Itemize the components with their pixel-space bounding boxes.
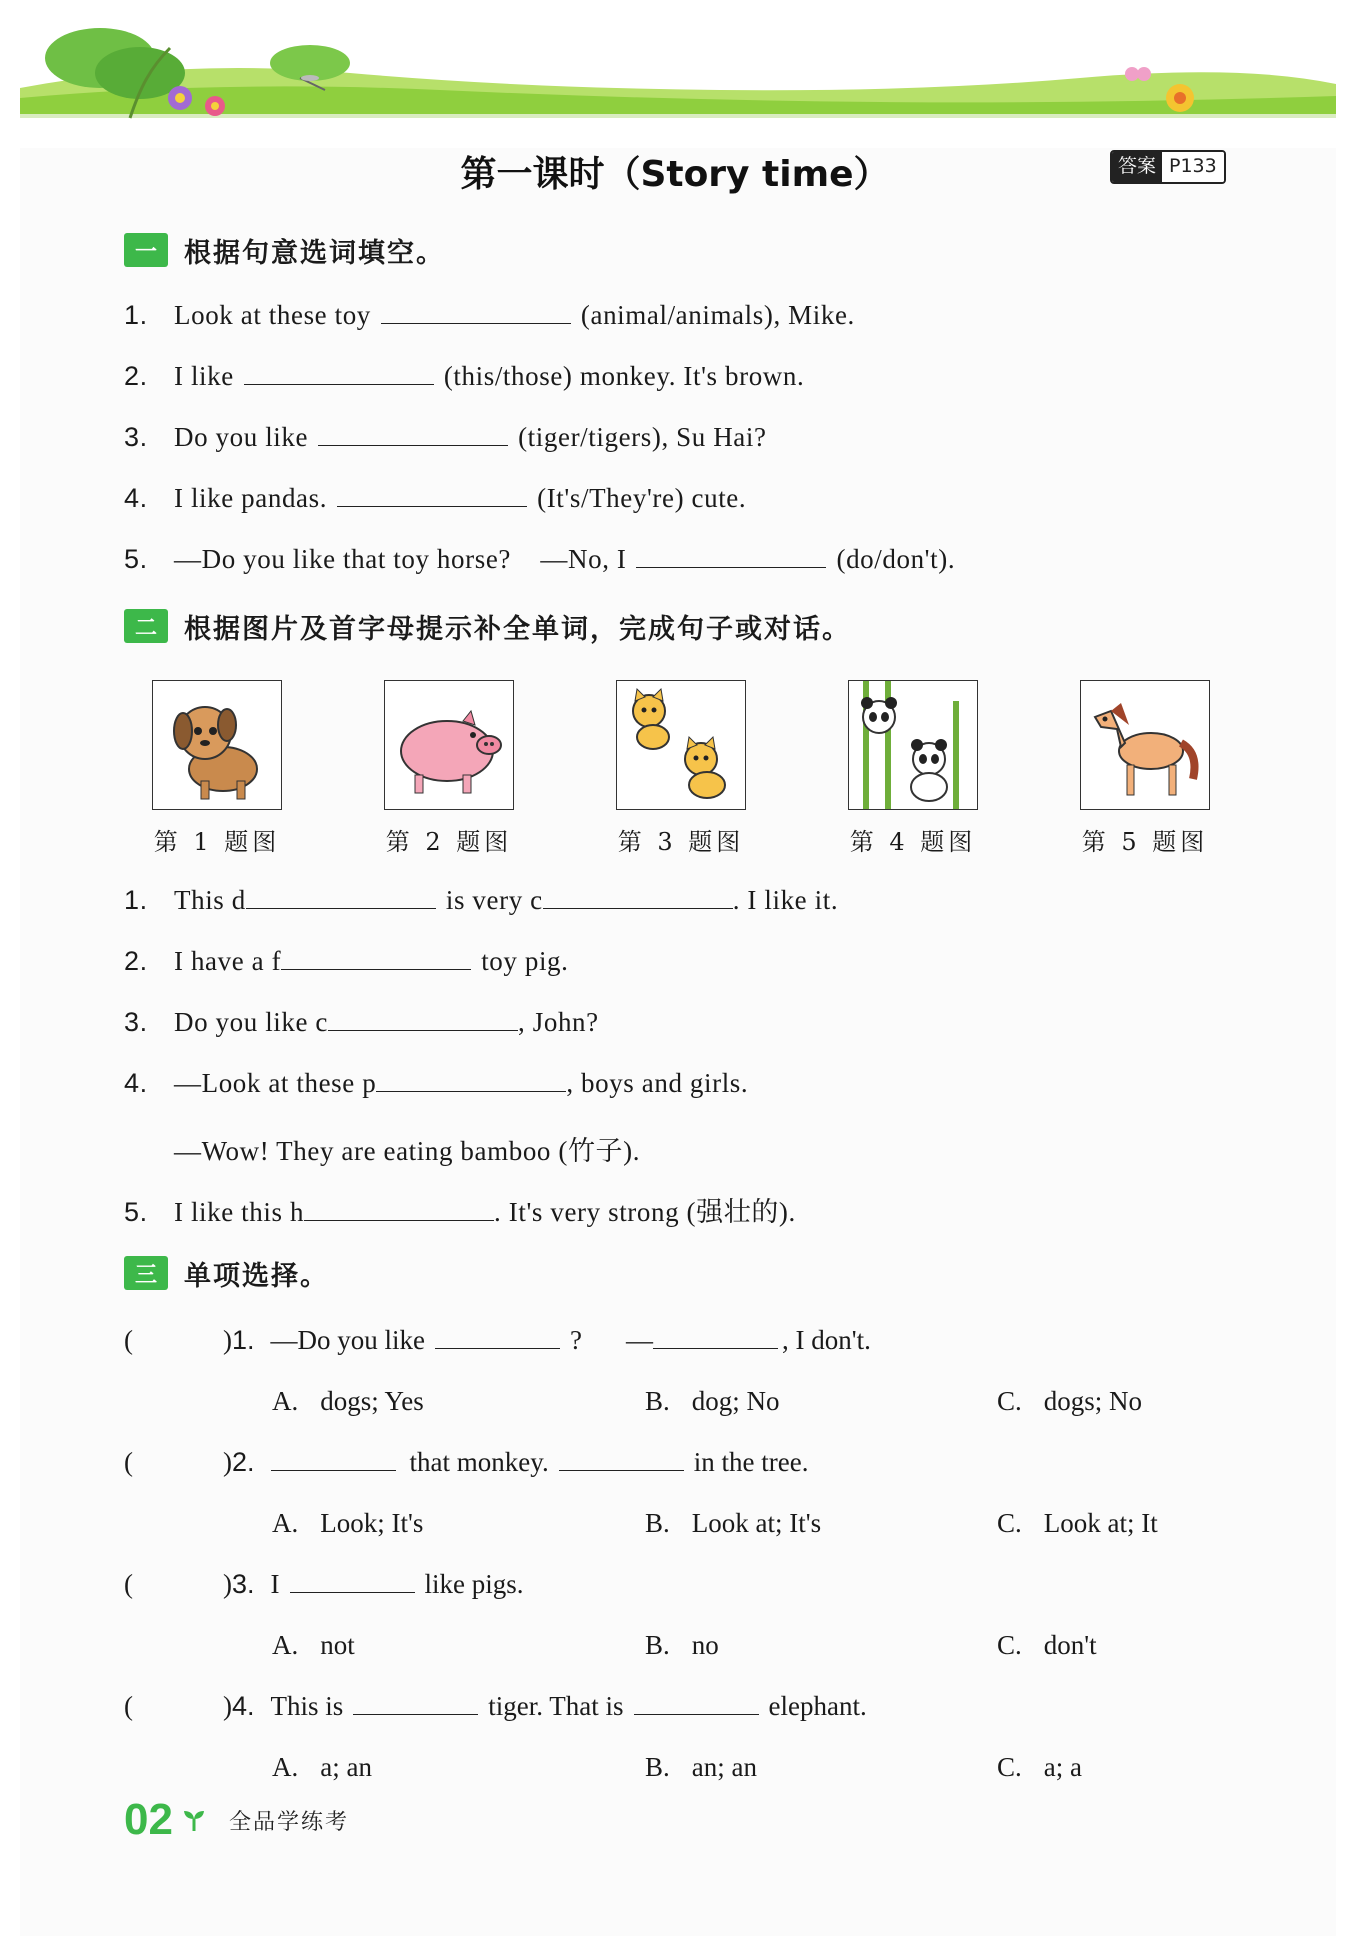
question-number: 2.: [232, 1447, 255, 1477]
question-text: —Wow! They are eating bamboo (竹子).: [174, 1136, 641, 1166]
question-number: 5.: [124, 1197, 148, 1227]
answer-blank[interactable]: [353, 1692, 478, 1715]
question-text: (It's/They're) cute.: [537, 483, 747, 513]
section-3-header: [124, 1253, 329, 1293]
s1-question-1: [124, 300, 855, 331]
question-text: (tiger/tigers), Su Hai?: [518, 422, 767, 452]
question-number: 3.: [124, 1007, 148, 1037]
picture-row: [0, 680, 1350, 870]
grass-banner-illustration: [20, 18, 1336, 148]
answer-blank[interactable]: [435, 1326, 560, 1349]
question-text: I like this h: [174, 1197, 305, 1227]
answer-blank[interactable]: [381, 301, 571, 324]
s1-question-3: [124, 422, 767, 453]
question-number: 2.: [124, 946, 148, 976]
s2-question-2: [124, 946, 569, 977]
mc-2-option-a[interactable]: A. Look; It's: [272, 1508, 424, 1538]
question-number: 1.: [232, 1325, 255, 1355]
dog-picture: [152, 680, 282, 810]
question-text: I have a f: [174, 946, 282, 976]
question-text: , I don't.: [782, 1325, 871, 1355]
question-text: I like: [174, 361, 234, 391]
picture-4: [848, 680, 978, 857]
picture-caption: 第 1 题图: [153, 828, 281, 856]
page-number: 02: [124, 1795, 173, 1844]
answer-blank[interactable]: [376, 1069, 566, 1092]
section-badge: 二: [124, 609, 168, 643]
section-title: 根据图片及首字母提示补全单词，完成句子或对话。: [184, 613, 851, 645]
pandas-picture: [848, 680, 978, 810]
picture-caption: 第 5 题图: [1081, 828, 1209, 856]
question-number: 3.: [124, 422, 148, 452]
question-text: Do you like c: [174, 1007, 329, 1037]
mc-1-option-a[interactable]: A. dogs; Yes: [272, 1386, 424, 1416]
picture-caption: 第 4 题图: [849, 828, 977, 856]
question-text: that monkey.: [409, 1447, 549, 1477]
answer-blank[interactable]: [337, 484, 527, 507]
answer-blank[interactable]: [281, 947, 471, 970]
question-number: 5.: [124, 544, 148, 574]
s2-question-4-reply: [124, 1129, 640, 1168]
answer-paren-close: ): [223, 1325, 232, 1355]
mc-3-option-b[interactable]: B. no: [645, 1630, 719, 1660]
s2-question-1: [124, 885, 838, 916]
picture-caption: 第 2 题图: [385, 828, 513, 856]
answer-blank[interactable]: [559, 1448, 684, 1471]
page-footer: [124, 1795, 349, 1845]
s2-question-3: [124, 1007, 599, 1038]
question-text: tiger. That is: [488, 1691, 624, 1721]
question-number: 4.: [124, 1068, 148, 1098]
picture-5: [1080, 680, 1210, 857]
question-text: I: [270, 1569, 280, 1599]
answer-blank[interactable]: [304, 1198, 494, 1221]
section-badge: 一: [124, 233, 168, 267]
question-text: Look at these toy: [174, 300, 371, 330]
question-text: toy pig.: [481, 946, 569, 976]
question-number: 2.: [124, 361, 148, 391]
answer-reference-tag: [1110, 150, 1226, 184]
mc-question-3: [124, 1569, 524, 1600]
mc-3-option-a[interactable]: A. not: [272, 1630, 355, 1660]
question-text: —: [626, 1325, 654, 1355]
question-text: (this/those) monkey. It's brown.: [443, 361, 805, 391]
question-number: 1.: [124, 885, 148, 915]
question-text: This is: [270, 1691, 344, 1721]
answer-paren-open: (: [124, 1569, 133, 1599]
question-number: 3.: [232, 1569, 255, 1599]
horse-picture: [1080, 680, 1210, 810]
answer-paren-close: ): [223, 1691, 232, 1721]
question-text: —Do you like that toy horse? —No, I: [174, 544, 627, 574]
question-text: —Do you like: [270, 1325, 426, 1355]
s1-question-4: [124, 483, 746, 514]
question-number: 4.: [124, 483, 148, 513]
mc-4-option-b[interactable]: B. an; an: [645, 1752, 757, 1782]
answer-paren-close: ): [223, 1447, 232, 1477]
question-text: . It's very strong (强壮的).: [494, 1197, 796, 1227]
picture-1: [152, 680, 282, 857]
answer-paren-close: ): [223, 1569, 232, 1599]
question-text: ?: [570, 1325, 583, 1355]
question-text: (animal/animals), Mike.: [580, 300, 855, 330]
answer-blank[interactable]: [653, 1326, 778, 1349]
cats-picture: [616, 680, 746, 810]
pig-picture: [384, 680, 514, 810]
brand-name: 全品学练考: [228, 1809, 349, 1835]
question-text: —Look at these p: [174, 1068, 377, 1098]
picture-caption: 第 3 题图: [617, 828, 745, 856]
question-text: Do you like: [174, 422, 309, 452]
answer-blank[interactable]: [271, 1448, 396, 1471]
mc-3-option-c[interactable]: C. don't: [997, 1630, 1097, 1660]
answer-blank[interactable]: [318, 423, 508, 446]
question-text: I like pandas.: [174, 483, 328, 513]
question-text: , John?: [518, 1007, 599, 1037]
picture-3: [616, 680, 746, 857]
answer-blank[interactable]: [290, 1570, 415, 1593]
answer-paren-open: (: [124, 1691, 133, 1721]
page-title: 第一课时（Story time）: [460, 154, 890, 195]
mc-1-option-c[interactable]: C. dogs; No: [997, 1386, 1143, 1416]
answer-blank[interactable]: [246, 886, 436, 909]
title-row: [0, 140, 1350, 200]
mc-1-option-b[interactable]: B. dog; No: [645, 1386, 780, 1416]
question-text: This d: [174, 885, 246, 915]
answer-blank[interactable]: [634, 1692, 759, 1715]
answer-page-ref: P133: [1162, 152, 1224, 182]
s2-question-5: [124, 1190, 796, 1229]
mc-question-4: [124, 1691, 867, 1722]
question-text: elephant.: [768, 1691, 867, 1721]
question-text: like pigs.: [424, 1569, 524, 1599]
mc-4-option-a[interactable]: A. a; an: [272, 1752, 372, 1782]
answer-paren-open: (: [124, 1447, 133, 1477]
answer-blank[interactable]: [543, 886, 733, 909]
question-text: . I like it.: [732, 885, 839, 915]
sprout-icon: [181, 1807, 207, 1833]
picture-2: [384, 680, 514, 857]
answer-blank[interactable]: [328, 1008, 518, 1031]
question-text: in the tree.: [693, 1447, 809, 1477]
question-number: 1.: [124, 300, 148, 330]
question-number: 4.: [232, 1691, 255, 1721]
question-text: is very c: [445, 885, 543, 915]
answer-paren-open: (: [124, 1325, 133, 1355]
mc-4-option-c[interactable]: C. a; a: [997, 1752, 1082, 1782]
question-text: , boys and girls.: [566, 1068, 749, 1098]
s1-question-5: [124, 544, 955, 575]
section-title: 单项选择。: [184, 1260, 329, 1292]
answer-blank[interactable]: [636, 545, 826, 568]
section-1-header: [124, 230, 445, 270]
answer-blank[interactable]: [244, 362, 434, 385]
section-badge: 三: [124, 1256, 168, 1290]
mc-question-1: [124, 1325, 871, 1356]
s1-question-2: [124, 361, 804, 392]
section-title: 根据句意选词填空。: [184, 237, 445, 269]
mc-2-option-c[interactable]: C. Look at; It: [997, 1508, 1158, 1538]
mc-2-option-b[interactable]: B. Look at; It's: [645, 1508, 822, 1538]
question-text: (do/don't).: [836, 544, 956, 574]
s2-question-4: [124, 1068, 748, 1099]
section-2-header: [124, 606, 851, 646]
mc-question-2: [124, 1447, 808, 1478]
answer-key-label: 答案: [1112, 152, 1162, 182]
